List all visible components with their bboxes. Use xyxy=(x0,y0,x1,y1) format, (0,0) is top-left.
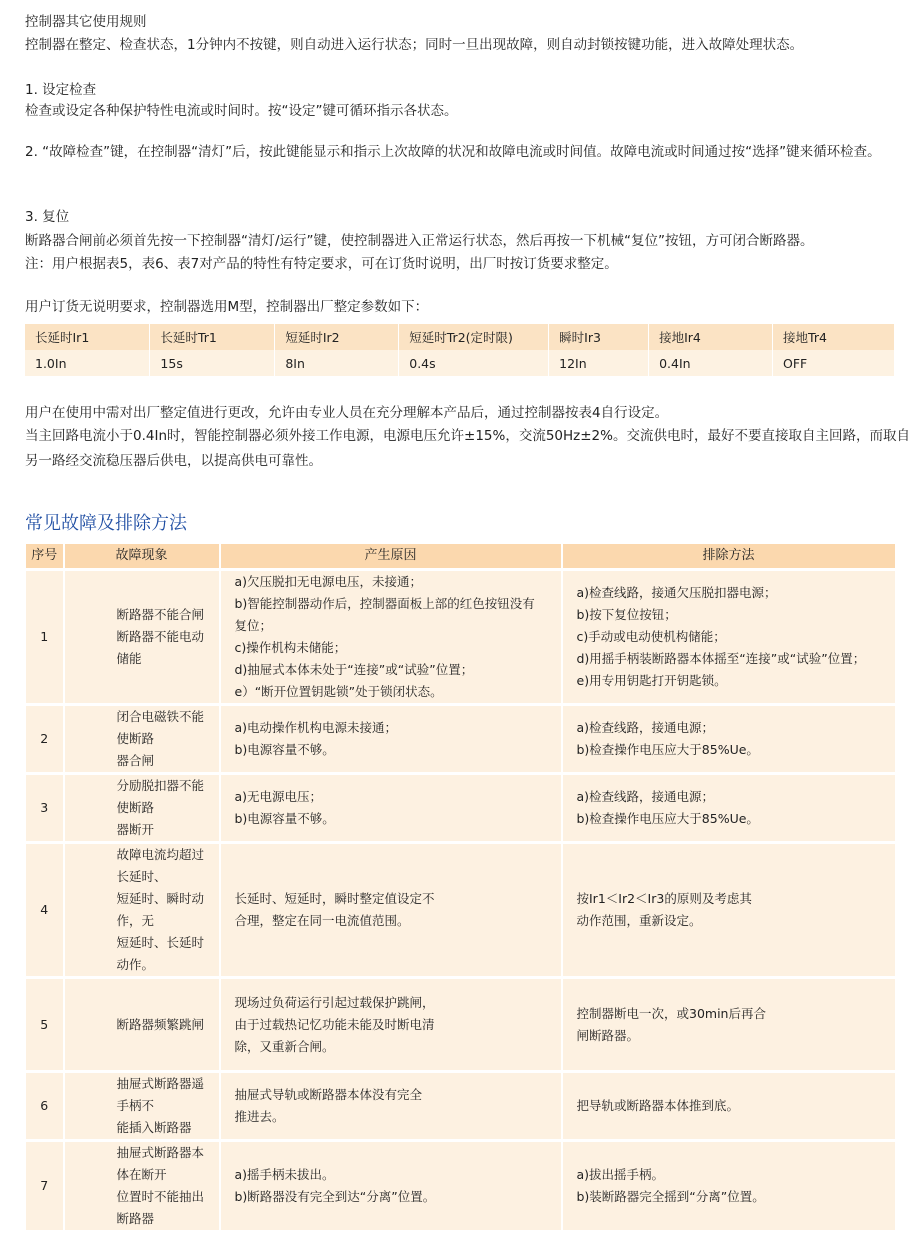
fault-cause-line: 现场过负荷运行引起过载保护跳闸， xyxy=(234,994,435,1010)
faults-section-title: 常见故障及排除方法 xyxy=(25,513,187,534)
spec-header-cell: 短延时Ir2 xyxy=(275,324,399,350)
fault-fix-line: c)手动或电动使机构储能； xyxy=(576,629,726,644)
fault-fix-line: a)检查线路，接通电源； xyxy=(576,720,715,735)
fault-symptom-line: 抽屉式断路器本体在断开 xyxy=(116,1145,205,1182)
fault-symptom xyxy=(64,978,220,1072)
fault-fix-line: 动作范围，重新设定。 xyxy=(576,913,702,928)
after-spec-p2: 当主回路电流小于0.4In时，智能控制器必须外接工作电源，电源电压允许±15%，交流50Hz±2%。交流供电时，最好不要直接取自主回路，而取自另一路经交流稳压器后供电，以提高供电可靠性。 xyxy=(25,428,910,469)
fault-number: 5 xyxy=(26,978,64,1072)
fault-number: 3 xyxy=(26,774,64,843)
spec-value-row xyxy=(25,350,895,376)
fault-symptom xyxy=(64,705,220,774)
spec-value-cell: 15s xyxy=(150,350,275,376)
fault-fix-line: b)检查操作电压应大于85%Ue。 xyxy=(576,742,759,757)
spec-value-cell: 1.0In xyxy=(25,350,150,376)
spec-header-cell: 长延时Tr1 xyxy=(150,324,275,350)
faults-header-cell: 序号 xyxy=(26,544,64,570)
fault-symptom-line: 断路器不能合闸 xyxy=(116,607,205,622)
fault-symptom-line: 闭合电磁铁不能使断路 xyxy=(116,709,205,746)
spec-value-cell: 0.4In xyxy=(649,350,773,376)
fault-number: 6 xyxy=(26,1072,64,1141)
fault-symptom-line: 短延时、长延时动作。 xyxy=(116,935,205,972)
fault-cause xyxy=(220,570,562,705)
fault-cause xyxy=(220,1141,562,1232)
fault-cause-line: b)电源容量不够。 xyxy=(234,742,335,757)
faults-header-cell: 产生原因 xyxy=(220,544,562,570)
fault-cause-line: 推进去。 xyxy=(234,1109,285,1124)
fault-symptom-line: 故障电流均超过长延时、 xyxy=(116,847,205,884)
fault-symptom-line: 能插入断路器 xyxy=(116,1120,192,1135)
fault-cause-line: 抽屉式导轨或断路器本体没有完全 xyxy=(234,1087,423,1102)
faults-table-row xyxy=(26,705,896,774)
sec2-body: 2. “故障检查”键，在控制器“清灯”后，按此键能显示和指示上次故障的状况和故障电流或时间值。故障电流或时间通过按“选择”键来循环检查。 xyxy=(25,144,881,160)
faults-header-cell: 故障现象 xyxy=(64,544,220,570)
fault-symptom xyxy=(64,1072,220,1141)
fault-symptom xyxy=(64,570,220,705)
fault-cause-line: a)无电源电压； xyxy=(234,789,323,804)
faults-table-row xyxy=(26,774,896,843)
fault-symptom-line: 位置时不能抽出断路器 xyxy=(116,1189,205,1226)
fault-symptom-line: 短延时、瞬时动作，无 xyxy=(116,891,205,928)
spec-header-cell: 瞬时Ir3 xyxy=(549,324,649,350)
fault-fix-line: 闸断路器。 xyxy=(576,1027,640,1043)
fault-cause-line: 长延时、短延时，瞬时整定值设定不 xyxy=(234,891,435,906)
sec3-heading: 3. 复位 xyxy=(25,209,70,225)
spec-value-cell: 8In xyxy=(275,350,399,376)
fault-symptom-line: 断路器频繁跳闸 xyxy=(116,1016,205,1032)
fault-fix-line: 把导轨或断路器本体推到底。 xyxy=(576,1098,740,1113)
fault-symptom-line: 抽屉式断路器遥手柄不 xyxy=(116,1076,205,1113)
sec3-note: 注：用户根据表5，表6、表7对产品的特性有特定要求，可在订货时说明，出厂时按订货要求整定。 xyxy=(25,256,618,272)
fault-fix xyxy=(562,570,896,705)
fault-fix-line: b)检查操作电压应大于85%Ue。 xyxy=(576,811,759,826)
fault-number: 4 xyxy=(26,843,64,978)
faults-table-row xyxy=(26,978,896,1072)
fault-cause-line: b)电源容量不够。 xyxy=(234,811,335,826)
fault-fix xyxy=(562,774,896,843)
fault-fix-line: e)用专用钥匙打开钥匙锁。 xyxy=(576,673,727,688)
fault-symptom xyxy=(64,774,220,843)
fault-symptom xyxy=(64,843,220,978)
fault-fix-line: a)拔出摇手柄。 xyxy=(576,1167,665,1182)
fault-cause xyxy=(220,705,562,774)
fault-number: 1 xyxy=(26,570,64,705)
spec-value-cell: 12In xyxy=(549,350,649,376)
fault-cause-line: a)摇手柄未拔出。 xyxy=(234,1167,335,1182)
faults-table-row xyxy=(26,843,896,978)
fault-cause xyxy=(220,1072,562,1141)
fault-cause xyxy=(220,978,562,1072)
fault-symptom-line: 分励脱扣器不能使断路 xyxy=(116,778,205,815)
fault-symptom-line: 器合闸 xyxy=(116,753,155,768)
fault-fix-line: b)装断路器完全摇到“分离”位置。 xyxy=(576,1189,765,1204)
fault-symptom xyxy=(64,1141,220,1232)
faults-table-body xyxy=(26,570,896,1232)
spec-intro: 用户订货无说明要求，控制器选用M型，控制器出厂整定参数如下： xyxy=(25,299,429,315)
fault-fix-line: a)检查线路，接通电源； xyxy=(576,789,715,804)
fault-fix-line: d)用摇手柄装断路器本体摇至“连接”或“试验”位置； xyxy=(576,651,866,666)
spec-value-cell: OFF xyxy=(773,350,895,376)
after-spec-p1: 用户在使用中需对出厂整定值进行更改，允许由专业人员在充分理解本产品后，通过控制器按表4自行设定。 xyxy=(25,405,669,421)
fault-fix xyxy=(562,978,896,1072)
spec-header-cell: 接地Tr4 xyxy=(773,324,895,350)
spec-table xyxy=(25,324,895,376)
fault-fix xyxy=(562,843,896,978)
fault-cause xyxy=(220,843,562,978)
fault-number: 2 xyxy=(26,705,64,774)
fault-cause-line: 除，又重新合闸。 xyxy=(234,1038,335,1054)
fault-cause-line: c)操作机构未储能； xyxy=(234,640,347,655)
fault-cause-line: a)电动操作机构电源未接通； xyxy=(234,720,398,735)
fault-cause-line: d)抽屉式本体未处于“连接”或“试验”位置； xyxy=(234,662,474,677)
sec1-body: 检查或设定各种保护特性电流或时间时。按“设定”键可循环指示各状态。 xyxy=(25,103,458,119)
fault-cause xyxy=(220,774,562,843)
fault-fix-line: 控制器断电一次，或30min后再合 xyxy=(576,1005,766,1021)
faults-table-row xyxy=(26,570,896,705)
spec-header-cell: 短延时Tr2(定时限) xyxy=(399,324,549,350)
intro-title: 控制器其它使用规则 xyxy=(25,14,147,30)
fault-cause-line: b)智能控制器动作后，控制器面板上部的红色按钮没有复位； xyxy=(234,596,535,633)
faults-header-cell: 排除方法 xyxy=(562,544,896,570)
fault-fix-line: b)按下复位按钮； xyxy=(576,607,677,622)
fault-cause-line: 由于过载热记忆功能未能及时断电清 xyxy=(234,1016,435,1032)
fault-number: 7 xyxy=(26,1141,64,1232)
fault-fix-line: 按Ir1＜Ir2＜Ir3的原则及考虑其 xyxy=(576,891,752,906)
spec-header-cell: 长延时Ir1 xyxy=(25,324,150,350)
fault-fix-line: a)检查线路，接通欠压脱扣器电源； xyxy=(576,585,777,600)
intro-body: 控制器在整定、检查状态，1分钟内不按键，则自动进入运行状态；同时一旦出现故障，则自动封锁按键功能，进入故障处理状态。 xyxy=(25,37,804,53)
spec-header-row xyxy=(25,324,895,350)
fault-fix xyxy=(562,1141,896,1232)
fault-symptom-line: 器断开 xyxy=(116,822,155,837)
fault-symptom-line: 断路器不能电动储能 xyxy=(116,629,205,666)
sec3-body: 断路器合闸前必须首先按一下控制器“清灯/运行”键，使控制器进入正常运行状态，然后再按一下机械“复位”按钮，方可闭合断路器。 xyxy=(25,233,814,249)
faults-table-row xyxy=(26,1072,896,1141)
fault-fix xyxy=(562,705,896,774)
faults-table xyxy=(25,543,897,1233)
fault-cause-line: a)欠压脱扣无电源电压，未接通； xyxy=(234,574,423,589)
faults-table-row xyxy=(26,1141,896,1232)
faults-header-row xyxy=(26,544,896,570)
spec-header-cell: 接地Ir4 xyxy=(649,324,773,350)
fault-cause-line: 合理，整定在同一电流值范围。 xyxy=(234,913,410,928)
sec1-heading: 1. 设定检查 xyxy=(25,82,97,98)
fault-cause-line: b)断路器没有完全到达“分离”位置。 xyxy=(234,1189,436,1204)
fault-fix xyxy=(562,1072,896,1141)
fault-cause-line: e）“断开位置钥匙锁”处于锁闭状态。 xyxy=(234,684,443,699)
spec-value-cell: 0.4s xyxy=(399,350,549,376)
